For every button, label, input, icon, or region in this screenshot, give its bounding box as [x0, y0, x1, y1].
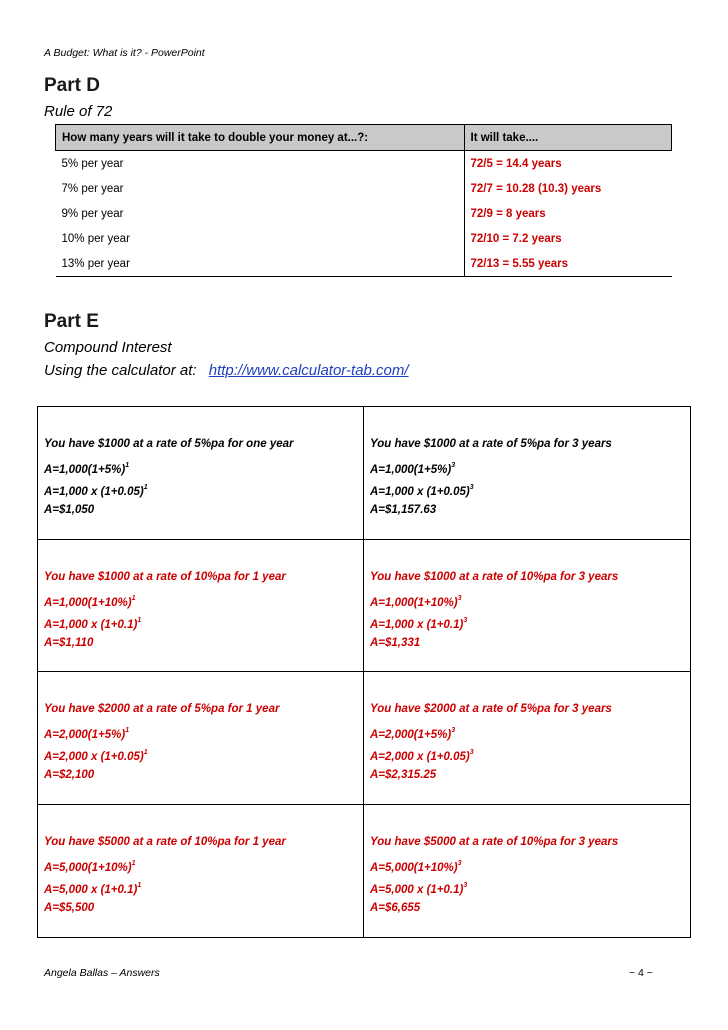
- part-e-subtitle: Compound Interest: [44, 339, 172, 356]
- rate-cell: 10% per year: [61, 232, 130, 245]
- table-header-question: How many years will it take to double your money at...?:: [56, 125, 465, 151]
- table-row: [56, 201, 672, 226]
- formula-line: $A=2,000(1+5\%)^3$: [370, 727, 456, 741]
- calculator-line: [44, 362, 409, 379]
- answer-line: A=$2,100: [44, 769, 95, 781]
- rule-of-72-table: [55, 124, 672, 277]
- formula-line: $A=5,000(1+10\%)^1$: [44, 859, 136, 874]
- interest-cell: [38, 540, 364, 673]
- formula-line: A=2,000 x $(1+0.05)^3$: [370, 749, 474, 763]
- question-line: You have $1000 at a rate of 10%pa for 3 years: [370, 570, 619, 583]
- rate-cell: 7% per year: [61, 182, 124, 195]
- answer-line: A=$6,655: [370, 901, 421, 914]
- interest-cell: [364, 805, 690, 938]
- answer-line: A=$1,331: [370, 636, 421, 649]
- question-line: You have $1000 at a rate of 5%pa for one year: [44, 438, 294, 450]
- formula-line: A=1,000 x $(1+0.05)^3$: [370, 484, 474, 498]
- interest-cell: [38, 672, 364, 805]
- footer-author: Angela Ballas – Answers: [44, 967, 160, 979]
- formula-line: A=5,000 x $(1+0.1)^1$: [44, 881, 142, 896]
- formula-line: A=1,000 x $(1+0.1)^1$: [44, 616, 142, 631]
- formula-line: A=1,000 x $(1+0.05)^1$: [44, 484, 148, 498]
- result-cell: 72/7 = 10.28 (10.3) years: [464, 176, 672, 201]
- formula-line: $A=1,000(1+10\%)^3$: [370, 594, 462, 609]
- document-header: A Budget: What is it? - PowerPoint: [44, 47, 205, 59]
- result-cell: 72/5 = 14.4 years: [464, 151, 672, 177]
- part-e-title: Part E: [44, 311, 99, 332]
- answer-line: A=$5,500: [44, 901, 95, 914]
- question-line: You have $5000 at a rate of 10%pa for 3 years: [370, 835, 619, 848]
- interest-cell: [38, 805, 364, 938]
- answer-line: A=$1,110: [44, 636, 94, 649]
- question-line: You have $2000 at a rate of 5%pa for 1 year: [44, 703, 280, 715]
- table-row: [56, 251, 672, 277]
- rate-cell: 13% per year: [56, 251, 465, 277]
- interest-cell: [364, 540, 690, 673]
- table-header-row: [56, 125, 672, 151]
- question-line: You have $1000 at a rate of 5%pa for 3 years: [370, 438, 612, 450]
- calculator-link[interactable]: http://www.calculator-tab.com/: [208, 362, 409, 379]
- formula-line: A=2,000 x $(1+0.05)^1$: [44, 749, 148, 763]
- formula-line: A=5,000 x $(1+0.1)^3$: [370, 881, 468, 896]
- rate-cell: 9% per year: [61, 207, 124, 220]
- question-line: You have $5000 at a rate of 10%pa for 1 year: [44, 835, 286, 848]
- part-d-title: Part D: [44, 75, 100, 96]
- result-cell: 72/10 = 7.2 years: [464, 226, 672, 251]
- compound-interest-grid: [37, 406, 691, 938]
- formula-line: A=1,000 x $(1+0.1)^3$: [370, 616, 468, 631]
- result-cell: 72/13 = 5.55 years: [464, 251, 672, 277]
- table-row: [56, 176, 672, 201]
- table-row: [56, 151, 672, 177]
- result-cell: 72/9 = 8 years: [464, 201, 672, 226]
- calculator-label: Using the calculator at:: [44, 362, 197, 379]
- answer-line: A=$1,050: [44, 504, 95, 516]
- part-d-subtitle: Rule of 72: [44, 103, 113, 120]
- answer-line: A=$2,315.25: [370, 769, 437, 781]
- interest-cell: [38, 407, 364, 540]
- interest-cell: [364, 672, 690, 805]
- formula-line: $A=1,000(1+5\%)^3$: [370, 462, 456, 476]
- formula-line: $A=5,000(1+10\%)^3$: [370, 859, 462, 874]
- answer-line: A=$1,157.63: [370, 504, 437, 516]
- formula-line: $A=1,000(1+5\%)^1$: [44, 462, 130, 476]
- page-number: ~ 4 ~: [629, 967, 653, 979]
- rate-cell: 5% per year: [61, 157, 124, 170]
- question-line: You have $1000 at a rate of 10%pa for 1 year: [44, 570, 286, 583]
- question-line: You have $2000 at a rate of 5%pa for 3 years: [370, 703, 612, 715]
- table-header-result: It will take....: [464, 125, 672, 151]
- formula-line: $A=1,000(1+10\%)^1$: [44, 594, 136, 609]
- table-row: [56, 226, 672, 251]
- interest-cell: [364, 407, 690, 540]
- formula-line: $A=2,000(1+5\%)^1$: [44, 727, 130, 741]
